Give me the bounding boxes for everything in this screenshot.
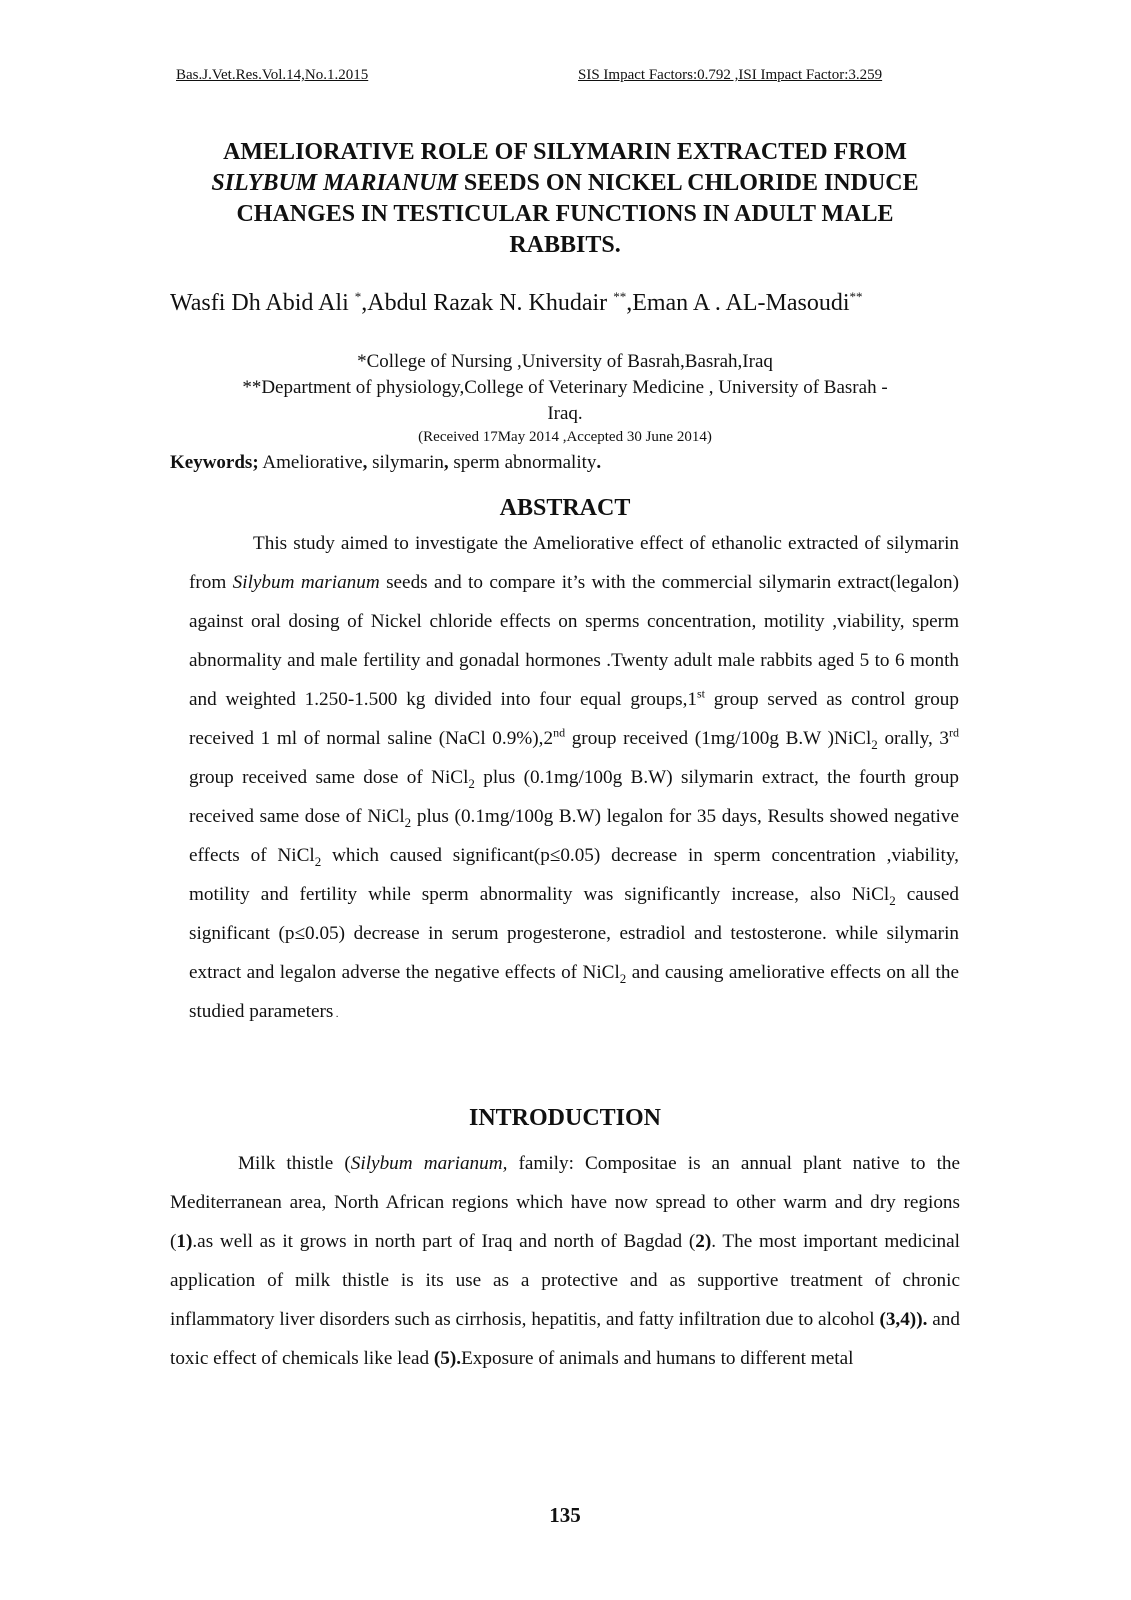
keyword-sep-1: ,	[362, 452, 368, 473]
author-3-mark: **	[849, 289, 863, 304]
page-number: 135	[549, 1503, 581, 1527]
keyword-sep-2: ,	[443, 452, 449, 473]
received-dates: (Received 17May 2014 ,Accepted 30 June 2014)	[418, 429, 712, 445]
affiliation-1: *College of Nursing ,University of Basrah,Basrah,Iraq	[357, 351, 773, 372]
intro-ref-2: 2)	[695, 1231, 712, 1252]
abstract-sup-2: nd	[553, 725, 566, 740]
intro-text-1: Milk thistle (	[238, 1153, 351, 1174]
abstract-body	[189, 524, 959, 1034]
impact-factor: SIS Impact Factors:0.792 ,ISI Impact Factor:3.259	[578, 67, 883, 83]
intro-text-4: . The most important medicinal application of milk thistle is its use as a protective and as supportive treatment of chronic inflammatory liver disorders such as cirrhosis, hepatitis, and fatty infiltration due to alcohol	[170, 1231, 960, 1330]
abstract-text-6: group received same dose of NiCl	[189, 767, 469, 788]
keywords-label: Keywords;	[170, 452, 259, 473]
introduction-heading: INTRODUCTION	[468, 1105, 662, 1131]
introduction-body	[170, 1144, 960, 1378]
title-species: SILYBUM MARIANUM	[211, 170, 458, 196]
abstract-text-8: plus (0.1mg/100g B.W) legalon for 35 days, Results showed negative effects of NiCl	[189, 806, 959, 866]
author-1-mark: *	[354, 289, 362, 304]
title-line-3: CHANGES IN TESTICULAR FUNCTIONS IN ADULT MALE	[236, 201, 894, 227]
intro-species: Silybum marianum,	[350, 1153, 508, 1174]
title-line-1: AMELIORATIVE ROLE OF SILYMARIN EXTRACTED FROM	[223, 139, 907, 165]
affiliation-2: **Department of physiology,College of Veterinary Medicine , University of Basrah -	[242, 377, 888, 398]
abstract-text-3: group served as control group received 1 ml of normal saline (NaCl 0.9%),2	[189, 689, 959, 749]
abstract-text-9: which caused significant(p≤0.05) decrease in sperm concentration ,viability, motility and fertility while sperm abnormality was significantly increase, also NiCl	[189, 845, 959, 905]
author-2-mark: **	[613, 289, 627, 304]
abstract-species: Silybum marianum	[232, 572, 380, 593]
abstract-sup-3: rd	[948, 725, 959, 740]
keyword-2: silymarin	[367, 452, 444, 473]
author-3: ,Eman A . AL-Masoudi	[626, 290, 850, 316]
affiliation-2-continued: Iraq.	[547, 403, 583, 424]
author-2: ,Abdul Razak N. Khudair	[361, 290, 614, 316]
keywords	[170, 450, 960, 476]
abstract-sub-5: 2	[889, 892, 896, 908]
abstract-sub-6: 2	[619, 970, 627, 986]
keyword-1: Ameliorative	[258, 452, 363, 473]
title-line-2-rest: SEEDS ON NICKEL CHLORIDE INDUCE	[457, 170, 919, 196]
journal-citation: Bas.J.Vet.Res.Vol.14,No.1.2015	[176, 67, 369, 83]
author-list	[170, 288, 960, 318]
keywords-end: .	[596, 452, 602, 473]
intro-ref-4: (5).	[433, 1348, 462, 1369]
abstract-text-4: group received (1mg/100g B.W )NiCl	[565, 728, 872, 749]
abstract-sub-4: 2	[314, 853, 322, 869]
title-line-2	[170, 168, 960, 199]
intro-ref-3: (3,4)).	[879, 1309, 928, 1330]
author-1: Wasfi Dh Abid Ali	[170, 290, 355, 316]
abstract-sub-2: 2	[468, 775, 475, 791]
abstract-text-10: caused significant (p≤0.05) decrease in serum progesterone, estradiol and testosterone. while silymarin extract and legalon adverse the negative effects of NiCl	[189, 884, 959, 983]
intro-text-2: family: Compositae is an annual plant native to the Mediterranean area, North African regions which have now spread to other warm and dry regions (	[170, 1153, 961, 1252]
intro-text-3: .as well as it grows in north part of Iraq and north of Bagdad (	[192, 1231, 696, 1252]
paper-title	[170, 137, 960, 261]
intro-text-6: Exposure of animals and humans to different metal	[461, 1348, 854, 1369]
abstract-heading: ABSTRACT	[499, 495, 631, 521]
abstract-text-5: orally, 3	[877, 728, 949, 749]
abstract-text-7: plus (0.1mg/100g B.W) silymarin extract, the fourth group received same dose of NiCl	[189, 767, 959, 827]
abstract-text-11: and causing ameliorative effects on all the studied parameters	[189, 962, 959, 1022]
abstract-end-mark: .	[333, 1009, 339, 1020]
abstract-sup-1: st	[696, 686, 705, 701]
title-line-4: RABBITS.	[509, 232, 621, 258]
abstract-text-1: This study aimed to investigate the Ameliorative effect of ethanolic extracted of silymarin from	[189, 533, 959, 593]
abstract-sub-3: 2	[404, 814, 412, 830]
intro-text-5: and toxic effect of chemicals like lead	[170, 1309, 960, 1369]
intro-ref-1: 1)	[176, 1231, 193, 1252]
keyword-3: sperm abnormality	[448, 452, 597, 473]
abstract-sub-1: 2	[871, 736, 878, 752]
abstract-text-2: seeds and to compare it’s with the commercial silymarin extract(legalon) against oral dosing of Nickel chloride effects on sperms concentration, motility ,viability, sperm abnormality and male fertility and gonadal hormones .Twenty adult male rabbits aged 5 to 6 month and weighted 1.250-1.500 kg divided into four equal groups,1	[189, 572, 959, 710]
